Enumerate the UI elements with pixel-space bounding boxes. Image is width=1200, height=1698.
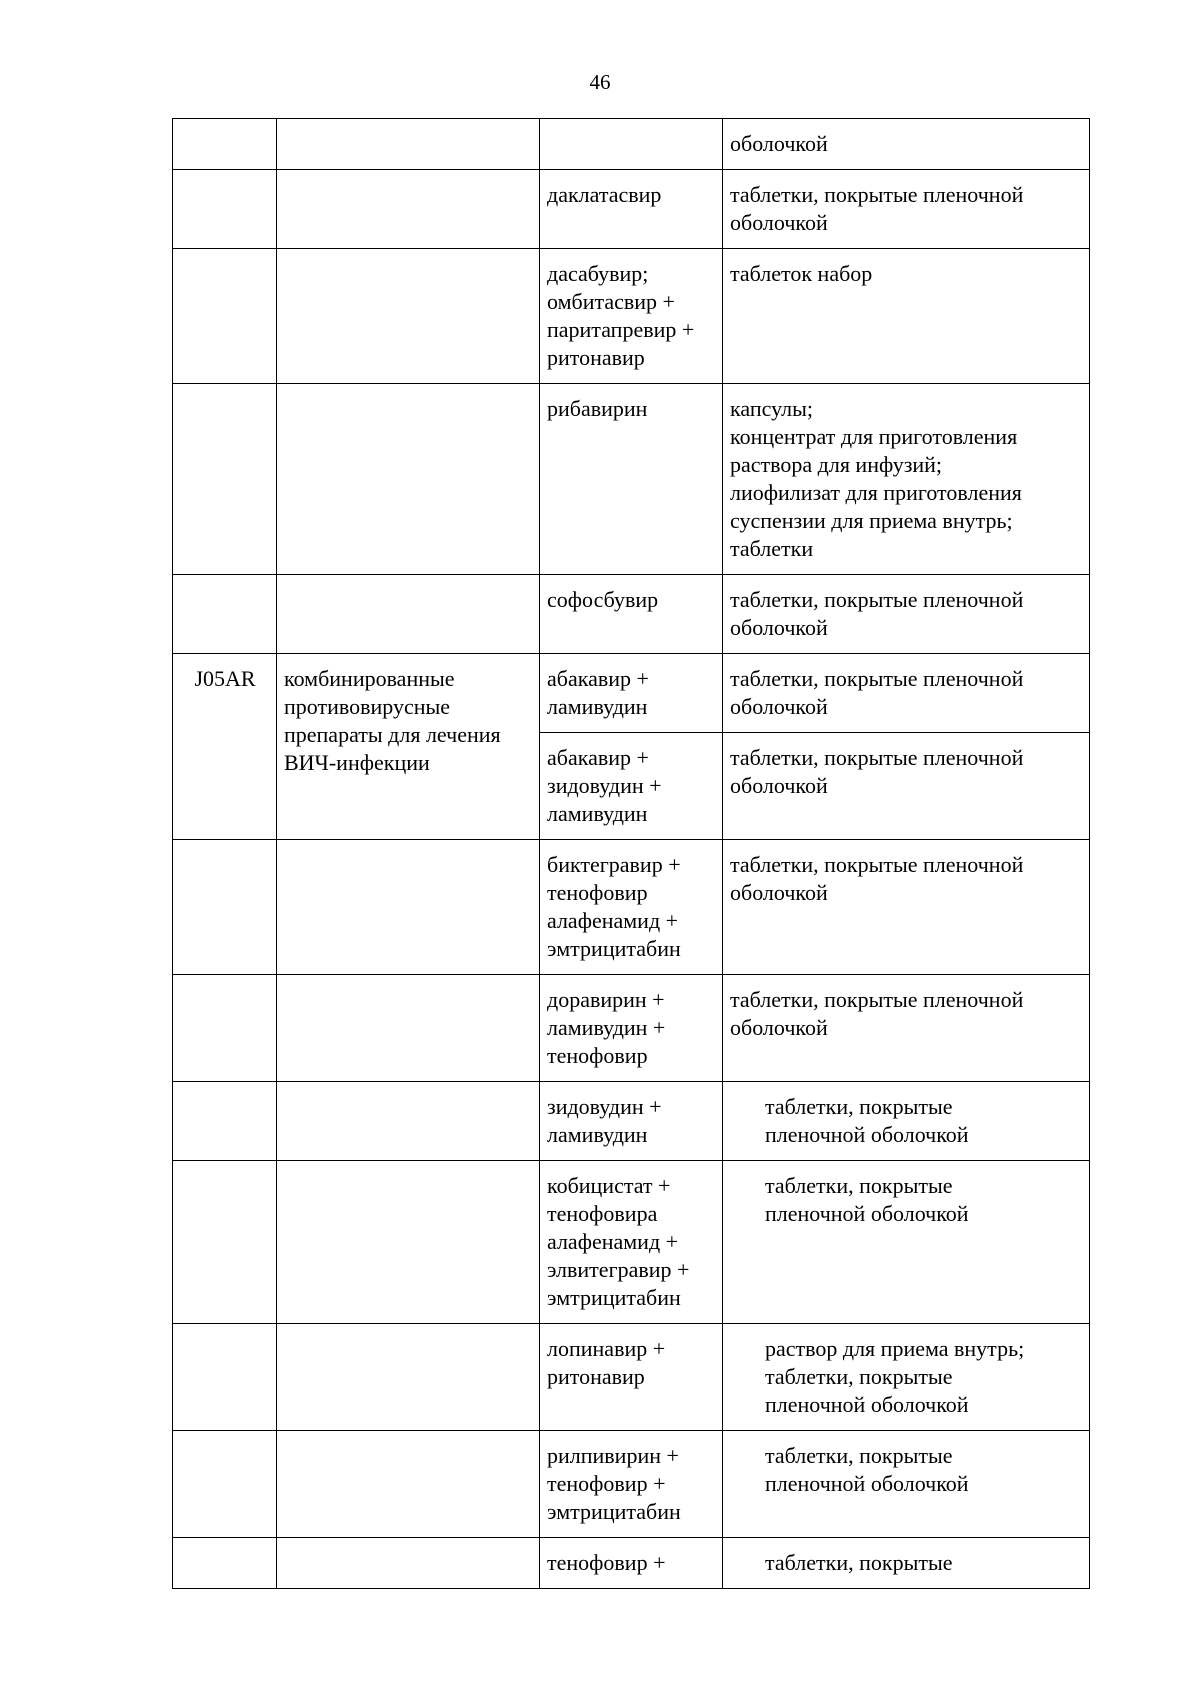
dosage-form-cell: капсулы; концентрат для приготовления раствора для инфузий; лиофилизат для приготовления суспензии для приема внутрь; таблетки bbox=[723, 384, 1090, 575]
dosage-form-cell: таблетки, покрытые пленочной оболочкой bbox=[723, 733, 1090, 840]
atc-code-cell bbox=[173, 1082, 277, 1161]
drug-name-cell: даклатасвир bbox=[540, 170, 723, 249]
drug-name-cell: кобицистат + тенофовира алафенамид + элвитегравир + эмтрицитабин bbox=[540, 1161, 723, 1324]
anatomical-therapeutic-group-cell bbox=[277, 1431, 540, 1538]
anatomical-therapeutic-group-cell bbox=[277, 840, 540, 975]
anatomical-therapeutic-group-cell: комбинированные противовирусные препараты для лечения ВИЧ-инфекции bbox=[277, 654, 540, 840]
dosage-form-cell: таблетки, покрытые пленочной оболочкой bbox=[723, 1082, 1090, 1161]
dosage-form-cell: таблетки, покрытые bbox=[723, 1538, 1090, 1589]
atc-code-cell bbox=[173, 1324, 277, 1431]
table-row bbox=[173, 384, 1090, 575]
table-row bbox=[173, 1161, 1090, 1324]
table-row bbox=[173, 840, 1090, 975]
drug-name-cell: абакавир + зидовудин + ламивудин bbox=[540, 733, 723, 840]
table-row bbox=[173, 575, 1090, 654]
atc-code-cell bbox=[173, 170, 277, 249]
atc-code-cell bbox=[173, 575, 277, 654]
dosage-form-cell: таблетки, покрытые пленочной оболочкой bbox=[723, 575, 1090, 654]
anatomical-therapeutic-group-cell bbox=[277, 170, 540, 249]
anatomical-therapeutic-group-cell bbox=[277, 119, 540, 170]
table-row bbox=[173, 975, 1090, 1082]
dosage-form-cell: таблетки, покрытые пленочной оболочкой bbox=[723, 1431, 1090, 1538]
anatomical-therapeutic-group-cell bbox=[277, 249, 540, 384]
atc-code-cell bbox=[173, 119, 277, 170]
drug-name-cell: абакавир + ламивудин bbox=[540, 654, 723, 733]
drug-name-cell: лопинавир + ритонавир bbox=[540, 1324, 723, 1431]
drug-name-cell: тенофовир + bbox=[540, 1538, 723, 1589]
table-row bbox=[173, 119, 1090, 170]
atc-code-cell bbox=[173, 975, 277, 1082]
drug-name-cell: биктегравир + тенофовир алафенамид + эмтрицитабин bbox=[540, 840, 723, 975]
drug-name-cell: рилпивирин + тенофовир + эмтрицитабин bbox=[540, 1431, 723, 1538]
table-row bbox=[173, 170, 1090, 249]
dosage-form-cell: таблетки, покрытые пленочной оболочкой bbox=[723, 1161, 1090, 1324]
atc-code-cell bbox=[173, 1161, 277, 1324]
anatomical-therapeutic-group-cell bbox=[277, 1324, 540, 1431]
table-row bbox=[173, 1431, 1090, 1538]
dosage-form-cell: таблетки, покрытые пленочной оболочкой bbox=[723, 170, 1090, 249]
atc-code-cell bbox=[173, 1538, 277, 1589]
dosage-form-cell: таблетки, покрытые пленочной оболочкой bbox=[723, 840, 1090, 975]
atc-code-cell bbox=[173, 840, 277, 975]
drug-name-cell: дасабувир; омбитасвир + паритапревир + ритонавир bbox=[540, 249, 723, 384]
table-row bbox=[173, 1538, 1090, 1589]
anatomical-therapeutic-group-cell bbox=[277, 1538, 540, 1589]
anatomical-therapeutic-group-cell bbox=[277, 1161, 540, 1324]
atc-code-cell bbox=[173, 1431, 277, 1538]
dosage-form-cell: таблеток набор bbox=[723, 249, 1090, 384]
drug-name-cell bbox=[540, 119, 723, 170]
table-row bbox=[173, 654, 1090, 733]
page-number: 46 bbox=[589, 70, 611, 94]
drug-name-cell: софосбувир bbox=[540, 575, 723, 654]
drug-name-cell: зидовудин + ламивудин bbox=[540, 1082, 723, 1161]
dosage-form-cell: раствор для приема внутрь; таблетки, покрытые пленочной оболочкой bbox=[723, 1324, 1090, 1431]
atc-code-cell: J05AR bbox=[173, 654, 277, 840]
table-row bbox=[173, 1324, 1090, 1431]
table-row bbox=[173, 1082, 1090, 1161]
drug-name-cell: рибавирин bbox=[540, 384, 723, 575]
atc-code-cell bbox=[173, 384, 277, 575]
dosage-form-cell: оболочкой bbox=[723, 119, 1090, 170]
drug-name-cell: доравирин + ламивудин + тенофовир bbox=[540, 975, 723, 1082]
table-body bbox=[173, 119, 1090, 1589]
drug-table bbox=[172, 118, 1090, 1589]
atc-code-cell bbox=[173, 249, 277, 384]
anatomical-therapeutic-group-cell bbox=[277, 975, 540, 1082]
anatomical-therapeutic-group-cell bbox=[277, 384, 540, 575]
anatomical-therapeutic-group-cell bbox=[277, 1082, 540, 1161]
dosage-form-cell: таблетки, покрытые пленочной оболочкой bbox=[723, 654, 1090, 733]
anatomical-therapeutic-group-cell bbox=[277, 575, 540, 654]
dosage-form-cell: таблетки, покрытые пленочной оболочкой bbox=[723, 975, 1090, 1082]
table-row bbox=[173, 249, 1090, 384]
